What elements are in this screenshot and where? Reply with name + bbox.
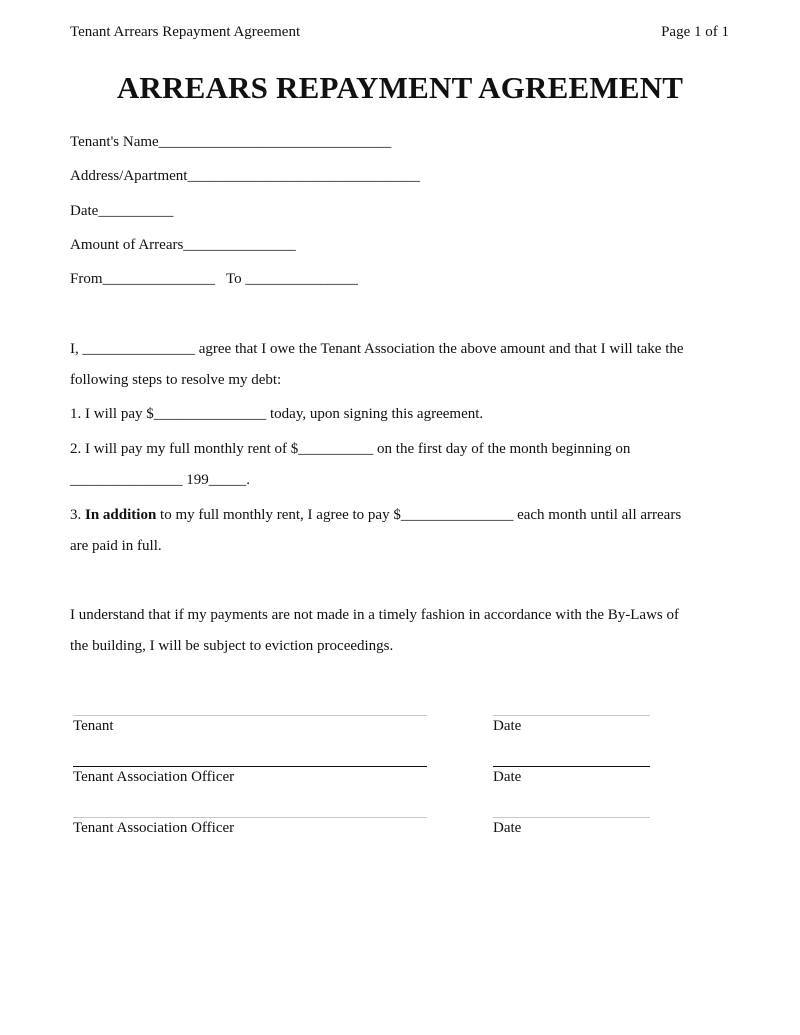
- paragraph-2-line-1: I understand that if my payments are not made in a timely fashion in accordance with the By-Laws of: [70, 607, 679, 623]
- step-3-bold: In addition: [85, 507, 157, 523]
- header-left: Tenant Arrears Repayment Agreement: [70, 24, 301, 40]
- date-field: Date__________: [70, 203, 174, 219]
- paragraph-2-line-2: the building, I will be subject to eviction proceedings.: [70, 638, 394, 654]
- step-2-line-2: _______________ 199_____.: [70, 472, 250, 488]
- step-3-prefix: 3.: [70, 507, 85, 523]
- tenant-name-field: Tenant's Name_______________________________: [70, 134, 392, 150]
- officer-1-date-line: [493, 766, 650, 767]
- paragraph-1-line-1: I, _______________ agree that I owe the Tenant Association the above amount and that I will take the: [70, 341, 684, 357]
- officer-1-signature-line: [73, 766, 427, 767]
- tenant-signature-label: Tenant: [73, 718, 114, 734]
- paragraph-1-line-2: following steps to resolve my debt:: [70, 372, 282, 388]
- to-field: To _______________: [226, 271, 358, 287]
- step-3-line-1: [70, 506, 681, 524]
- officer-2-signature-label: Tenant Association Officer: [73, 820, 235, 836]
- officer-2-date-label: Date: [493, 820, 522, 836]
- officer-1-date-label: Date: [493, 769, 522, 785]
- address-field: Address/Apartment_______________________________: [70, 168, 420, 184]
- step-2-line-1: 2. I will pay my full monthly rent of $__________ on the first day of the month beginning on: [70, 441, 631, 457]
- step-1: 1. I will pay $_______________ today, upon signing this agreement.: [70, 406, 484, 422]
- officer-2-signature-line: [73, 817, 427, 818]
- page-title: ARREARS REPAYMENT AGREEMENT: [116, 70, 684, 105]
- step-3-rest: to my full monthly rent, I agree to pay $_______________ each month until all arrears: [156, 507, 682, 523]
- from-field: From_______________: [70, 271, 216, 287]
- tenant-date-label: Date: [493, 718, 522, 734]
- tenant-date-line: [493, 715, 650, 716]
- tenant-signature-line: [73, 715, 427, 716]
- officer-1-signature-label: Tenant Association Officer: [73, 769, 235, 785]
- amount-field: Amount of Arrears_______________: [70, 237, 296, 253]
- officer-2-date-line: [493, 817, 650, 818]
- header-page-number: Page 1 of 1: [661, 24, 729, 40]
- step-3-line-2: are paid in full.: [70, 538, 162, 554]
